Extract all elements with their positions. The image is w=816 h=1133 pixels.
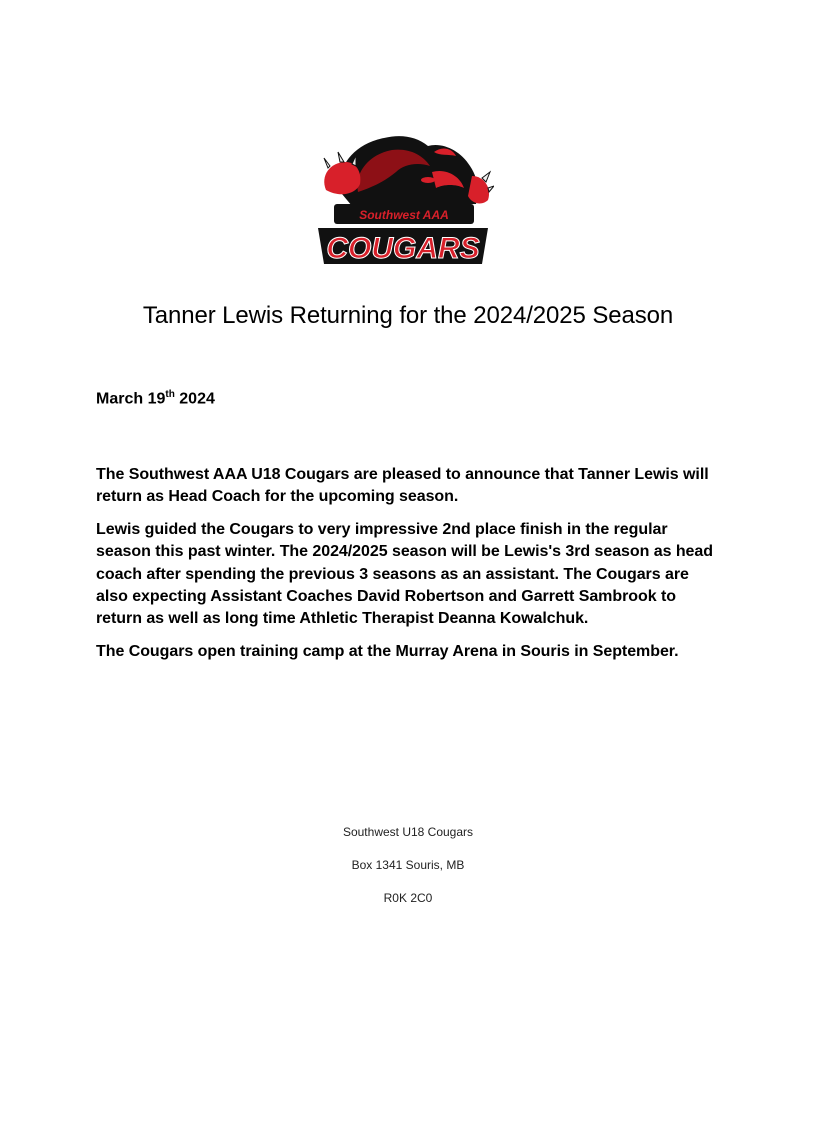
release-date: [96, 389, 215, 408]
logo-top-text: Southwest AAA: [359, 208, 449, 222]
paragraph-details: Lewis guided the Cougars to very impressive 2nd place finish in the regular season this past winter. The 2024/2025 season will be Lewis's 3rd season as head coach after spending the previous 3 seasons as an assistant. The Cougars are also expecting Assistant Coaches David Robertson and Garrett Sambrook to return as well as long time Athletic Therapist Deanna Kowalchuk.: [96, 520, 713, 628]
date-month-day: March 19: [96, 390, 166, 408]
cougars-logo: [312, 132, 494, 266]
footer-postal-code: R0K 2C0: [383, 891, 433, 905]
date-suffix: th: [165, 389, 175, 400]
footer-address: [0, 824, 816, 923]
cougar-head-icon: [312, 132, 494, 266]
page-title: Tanner Lewis Returning for the 2024/2025 Season: [142, 302, 674, 329]
footer-org-name: Southwest U18 Cougars: [342, 825, 474, 839]
date-year: 2024: [179, 390, 215, 408]
paragraph-announcement: The Southwest AAA U18 Cougars are pleased to announce that Tanner Lewis will return as Head Coach for the upcoming season.: [96, 466, 709, 506]
footer-po-box: Box 1341 Souris, MB: [351, 858, 465, 872]
press-release-body: [96, 464, 720, 673]
logo-team-name: COUGARS: [326, 232, 480, 265]
paragraph-training-camp: The Cougars open training camp at the Murray Arena in Souris in September.: [96, 642, 679, 660]
